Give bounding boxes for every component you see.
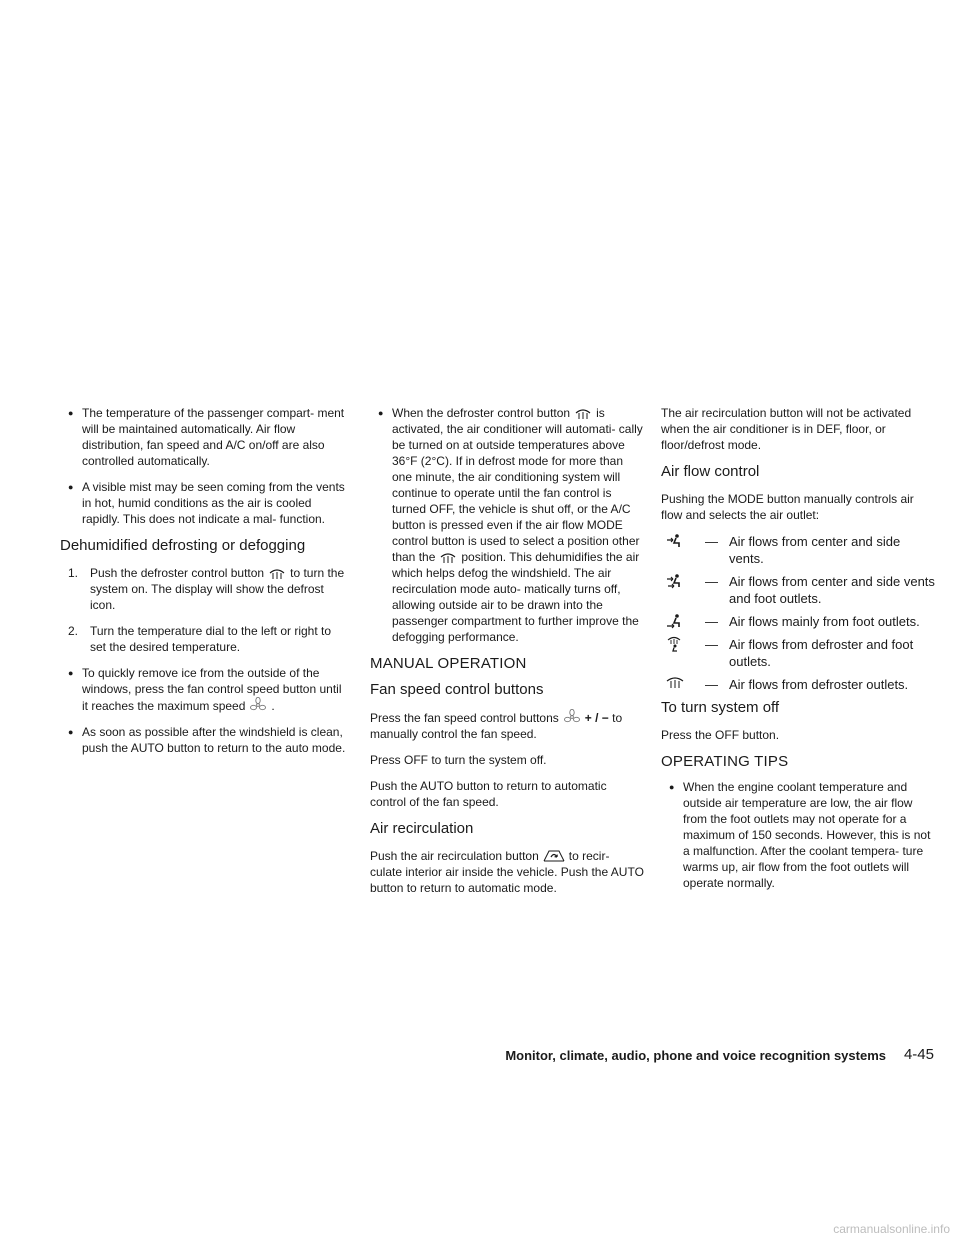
air-row-defrost-foot: — Air flows from defroster and foot outlets.: [661, 636, 935, 670]
bullet-visible-mist: ● A visible mist may be seen coming from the vents in hot, humid conditions as the air is cooled rapidly. This does not indicate a mal- function.: [60, 479, 348, 527]
heading-fan-speed: Fan speed control buttons: [370, 681, 544, 698]
heading-air-recirculation: Air recirculation: [370, 820, 474, 837]
recirculation-icon: [543, 849, 565, 863]
para-recirculation: Push the air recirculation button to recir- culate interior air inside the vehicle. Push the AUTO button to return to automatic mode.: [370, 849, 644, 895]
para-push-auto: Push the AUTO button to return to automatic control of the fan speed.: [370, 779, 607, 809]
para-fan-speed: Press the fan speed control buttons + / − to manually control the fan speed.: [370, 711, 623, 741]
vent-defrost-foot-icon: [665, 636, 685, 656]
heading-manual-operation: MANUAL OPERATION: [370, 655, 527, 672]
heading-air-flow-control: Air flow control: [661, 463, 760, 480]
heading-operating-tips: OPERATING TIPS: [661, 753, 789, 770]
air-row-face: — Air flows from center and side vents.: [661, 533, 935, 567]
para-press-off: Press OFF to turn the system off.: [370, 753, 547, 767]
defrost-icon: [439, 552, 457, 564]
vent-face-icon: [665, 533, 685, 553]
column-1: [60, 405, 348, 766]
defrost-icon: [268, 568, 286, 580]
bullet-defroster-activated: ● When the defroster control button is activated, the air conditioner will automati- cally be turned on at outside temperatures above 36°F (2°C). If in defrost mode for more than one minute, the air conditioning system will continue to operate until the fan control is turned OFF, the vehicle is shut off, or the A/C button is pressed even if the air flow MODE control button is used to select a position other than the position. This dehumidifies the air which helps defog the windshield. The air recirculation mode auto- matically turns off, allowing outside air to be drawn into the passenger compartment to further improve the defogging performance.: [370, 405, 644, 645]
para-mode-button: Pushing the MODE button manually controls air flow and selects the air outlet:: [661, 492, 914, 522]
air-row-foot: — Air flows mainly from foot outlets.: [661, 613, 935, 630]
air-row-bilevel: — Air flows from center and side vents and foot outlets.: [661, 573, 935, 607]
bullet-return-auto: ● As soon as possible after the windshield is clean, push the AUTO button to return to the auto mode.: [60, 724, 348, 756]
para-press-off-button: Press the OFF button.: [661, 728, 780, 742]
bullet-remove-ice: ● To quickly remove ice from the outside of the windows, press the fan control speed button until it reaches the maximum speed .: [60, 665, 348, 714]
para-recirc-not-activated: The air recirculation button will not be activated when the air conditioner is in DEF, floor, or floor/defrost mode.: [661, 406, 912, 452]
step-2: 2. Turn the temperature dial to the left or right to set the desired temperature.: [68, 624, 332, 654]
vent-bilevel-icon: [665, 573, 685, 593]
heading-dehumidified: Dehumidified defrosting or defogging: [60, 537, 306, 554]
step-1: 1. Push the defroster control button to turn the system on. The display will show the defrost icon.: [68, 566, 345, 612]
page-number: 4-45: [903, 1046, 934, 1063]
heading-turn-off: To turn system off: [661, 699, 780, 716]
defrost-icon: [665, 676, 685, 694]
footer-section-title: Monitor, climate, audio, phone and voice recognition systems: [505, 1048, 886, 1063]
fan-icon: [563, 709, 581, 725]
column-3: [661, 405, 935, 901]
bullet-auto-control: ● The temperature of the passenger compart- ment will be maintained automatically. Air flow distribution, fan speed and A/C on/off are also controlled automatically.: [60, 405, 348, 469]
page-footer: [0, 1046, 960, 1068]
vent-foot-icon: [665, 613, 685, 633]
column-2: [370, 405, 644, 906]
defrost-icon: [574, 408, 592, 420]
air-row-defrost: — Air flows from defroster outlets.: [661, 676, 935, 693]
bullet-coolant-tip: ● When the engine coolant temperature and outside air temperature are low, the air flow from the foot outlets may not operate for a maximum of 150 seconds. However, this is not a malfunction. After the coolant tempera- ture warms up, air flow from the foot outlets will operate normally.: [661, 779, 935, 891]
watermark: carmanualsonline.info: [833, 1222, 950, 1236]
fan-icon: [249, 697, 267, 713]
